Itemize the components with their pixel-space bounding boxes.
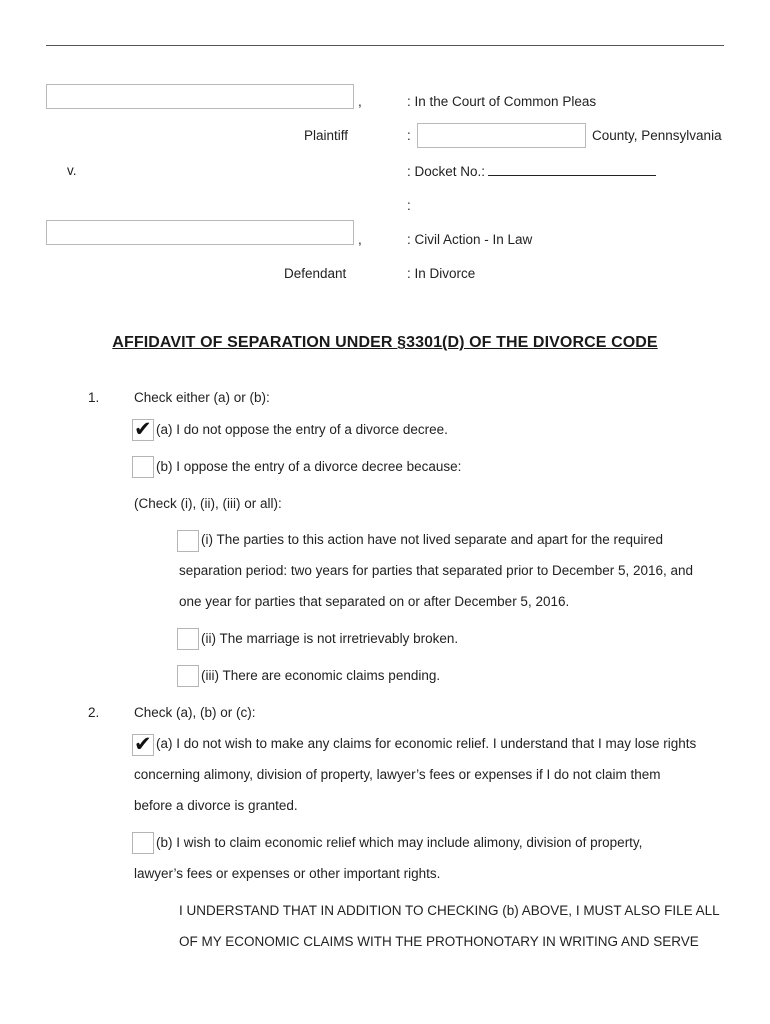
section1-ii-checkbox[interactable] [177, 628, 199, 650]
section1-i-line2: separation period: two years for parties that separated prior to December 5, 2016, and [179, 563, 694, 578]
section1-a-text: (a) I do not oppose the entry of a divorce decree. [156, 422, 448, 437]
section1-b-text: (b) I oppose the entry of a divorce decree because: [156, 459, 462, 474]
versus-label: v. [67, 163, 77, 178]
docket-label-text: : Docket No.: [407, 164, 486, 179]
section2-a-line3: before a divorce is granted. [134, 798, 298, 813]
plaintiff-label: Plaintiff [304, 128, 349, 143]
header-rule [46, 45, 724, 46]
section2-number: 2. [88, 705, 100, 720]
section2-a-line2: concerning alimony, division of property, lawyer’s fees or expenses if I do not claim them [134, 767, 661, 782]
check-mark-icon: ✔ [134, 732, 152, 756]
check-mark-icon: ✔ [134, 417, 152, 441]
section1-number: 1. [88, 390, 100, 405]
section1-a-checkbox[interactable] [132, 419, 154, 441]
section2-a-checkbox[interactable] [132, 734, 154, 756]
county-field[interactable] [417, 123, 586, 148]
section1-iii-checkbox[interactable] [177, 665, 199, 687]
section1-iii-text: (iii) There are economic claims pending. [201, 668, 441, 683]
section2-a-line1: (a) I do not wish to make any claims for economic relief. I understand that I may lose rights [156, 736, 697, 751]
section2-b-line2: lawyer’s fees or expenses or other important rights. [134, 866, 441, 881]
section1-i-line1: (i) The parties to this action have not lived separate and apart for the required [201, 532, 664, 547]
section2-b-checkbox[interactable] [132, 832, 154, 854]
plaintiff-comma: , [358, 94, 362, 109]
section2-b-line1: (b) I wish to claim economic relief which may include alimony, division of property, [156, 835, 643, 850]
defendant-comma: , [358, 232, 362, 247]
section1-sub-heading: (Check (i), (ii), (iii) or all): [134, 496, 282, 511]
section2-notice-line1: I UNDERSTAND THAT IN ADDITION TO CHECKING (b) ABOVE, I MUST ALSO FILE ALL [179, 903, 720, 918]
section1-i-checkbox[interactable] [177, 530, 199, 552]
section1-heading: Check either (a) or (b): [134, 390, 270, 405]
plaintiff-name-field[interactable] [46, 84, 354, 109]
blank-colon: : [407, 198, 411, 213]
section1-ii-text: (ii) The marriage is not irretrievably broken. [201, 631, 459, 646]
in-divorce-line: : In Divorce [407, 266, 476, 281]
section2-heading: Check (a), (b) or (c): [134, 705, 256, 720]
section2-notice-line2: OF MY ECONOMIC CLAIMS WITH THE PROTHONOTARY IN WRITING AND SERVE [179, 934, 699, 949]
document-title: AFFIDAVIT OF SEPARATION UNDER §3301(D) OF THE DIVORCE CODE [112, 334, 658, 351]
defendant-label: Defendant [284, 266, 347, 281]
civil-action-line: : Civil Action - In Law [407, 232, 533, 247]
defendant-name-field[interactable] [46, 220, 354, 245]
section1-i-line3: one year for parties that separated on or after December 5, 2016. [179, 594, 570, 609]
county-suffix: County, Pennsylvania [592, 128, 722, 143]
section1-b-checkbox[interactable] [132, 456, 154, 478]
docket-label [407, 163, 656, 179]
county-colon: : [407, 128, 411, 143]
court-line: : In the Court of Common Pleas [407, 94, 597, 109]
docket-number-line[interactable] [488, 163, 656, 176]
